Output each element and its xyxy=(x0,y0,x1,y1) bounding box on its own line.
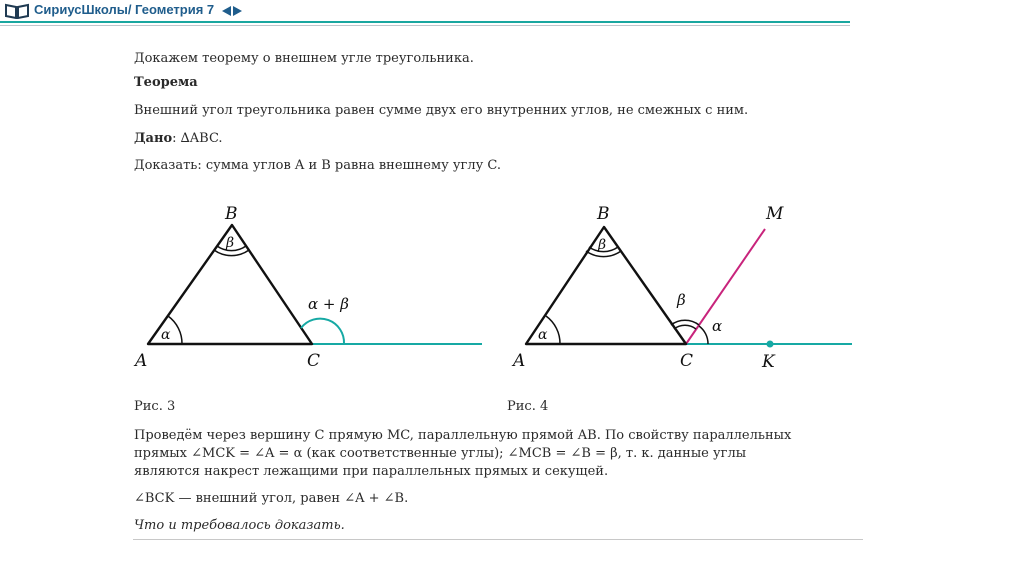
conclusion-line: ∠BCK — внешний угол, равен ∠A + ∠B. xyxy=(134,491,409,506)
book-icon xyxy=(4,3,30,19)
fig3-label-b: B xyxy=(225,204,238,224)
figure-4-caption: Рис. 4 xyxy=(507,399,549,414)
intro-text: Докажем теорему о внешнем угле треугольника. xyxy=(134,51,474,66)
given-line xyxy=(134,131,223,147)
fig4-point-k xyxy=(767,341,774,348)
fig4-label-beta-b: β xyxy=(598,237,607,253)
fig3-label-c: C xyxy=(307,351,321,371)
course-title: СириусШколы/ Геометрия 7 xyxy=(34,2,242,17)
qed-line: Что и требовалось доказать. xyxy=(134,518,345,533)
fig4-label-m: M xyxy=(766,204,784,224)
figure-3-caption: Рис. 3 xyxy=(134,399,176,414)
fig3-label-a: A xyxy=(135,351,148,371)
bottom-rule xyxy=(133,539,863,540)
given-label: Дано xyxy=(134,131,173,146)
fig3-label-exterior: α + β xyxy=(308,295,349,313)
prove-line: Доказать: сумма углов A и B равна внешнему углу C. xyxy=(134,158,501,173)
fig3-label-beta: β xyxy=(226,235,235,251)
header-rule-thin xyxy=(0,25,850,26)
proof-line-3: являются накрест лежащими при параллельных прямых и секущей. xyxy=(134,464,609,479)
fig4-label-k: K xyxy=(762,352,775,372)
fig4-angle-mck-arc xyxy=(699,326,708,344)
proof-line-2: прямых ∠MCK = ∠A = α (как соответственные углы); ∠MCB = ∠B = β, т. к. данные углы xyxy=(134,446,747,461)
fig4-label-alpha-a: α xyxy=(538,327,548,343)
header-rule-accent xyxy=(0,21,850,23)
theorem-title: Теорема xyxy=(134,75,198,90)
fig4-label-a: A xyxy=(513,351,526,371)
theorem-statement: Внешний угол треугольника равен сумме двух его внутренних углов, не смежных с ним. xyxy=(134,103,749,118)
fig3-exterior-arc xyxy=(301,319,344,344)
fig4-label-beta-c: β xyxy=(677,291,686,309)
fig4-label-c: C xyxy=(680,351,694,371)
figure-4 xyxy=(500,195,880,380)
figure-3 xyxy=(120,195,500,380)
fig4-angle-mcb-arc xyxy=(674,325,696,329)
fig4-label-alpha-c: α xyxy=(712,317,723,335)
fig4-parallel-line-mc xyxy=(686,229,765,344)
fig4-angle-a-arc xyxy=(546,316,560,344)
fig3-label-alpha: α xyxy=(161,327,171,343)
given-value: : ∆ABC. xyxy=(172,131,223,146)
fig4-angle-mcb-arc-2 xyxy=(671,320,699,325)
proof-line-1: Проведём через вершину C прямую MC, параллельную прямой AB. По свойству параллельных xyxy=(134,428,792,443)
header-bar xyxy=(0,0,1024,26)
fig4-label-b: B xyxy=(597,204,610,224)
nav-arrows-icon[interactable] xyxy=(222,6,242,16)
